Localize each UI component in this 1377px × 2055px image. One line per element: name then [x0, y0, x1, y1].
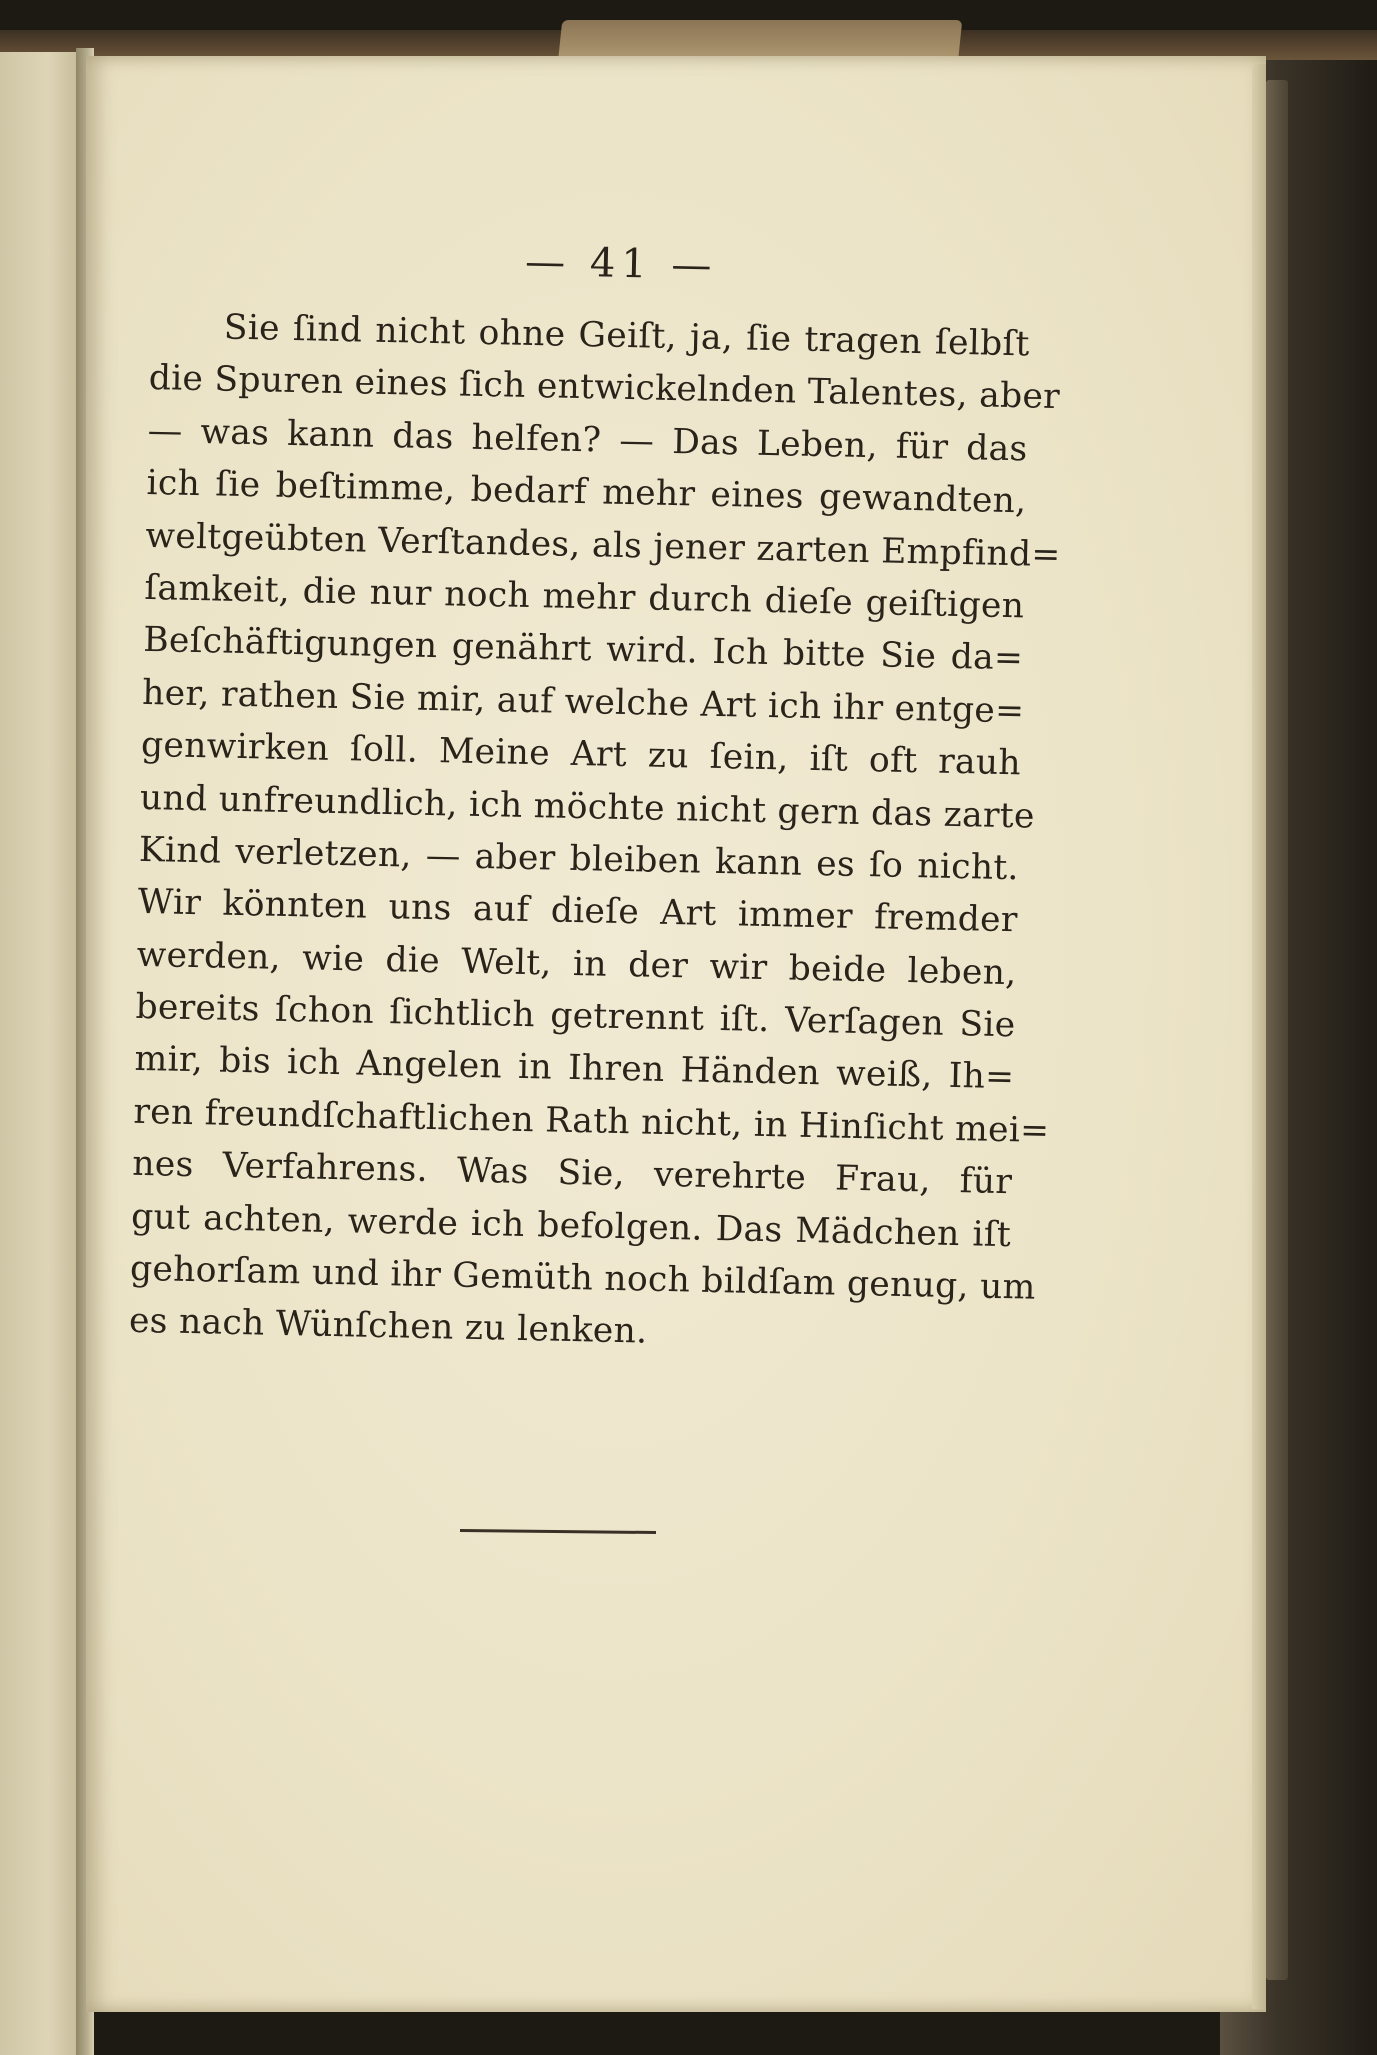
text-line: mir, bis ich Angelen in Ihren Händen weiß, Ih= — [134, 1039, 1015, 1098]
text-line: bereits ſchon ſichtlich getrennt iſt. Verſagen Sie — [135, 986, 1016, 1046]
text-line: weltgeübten Verſtandes, als jener zarten Empfind= — [145, 515, 1061, 575]
text-line: ſamkeit, die nur noch mehr durch dieſe geiſtigen — [144, 567, 1025, 627]
book-cover-edge — [1266, 80, 1288, 1980]
text-line: Sie ſind nicht ohne Geiſt, ja, ſie tragen ſelbſt — [223, 307, 1031, 365]
page-text-block — [128, 226, 1061, 1366]
text-line: her, rathen Sie mir, auf welche Art ich ihr entge= — [141, 672, 1025, 732]
text-line: Wir könnten uns auf dieſe Art immer fremder — [137, 882, 1019, 941]
page-stack-edge — [1252, 64, 1266, 2009]
text-line: ich ſie beſtimme, bedarf mehr eines gewandten, — [146, 463, 1027, 522]
text-line: und unfreundlich, ich möchte nicht gern das zarte — [139, 777, 1036, 837]
text-line: die Spuren eines ſich entwickelnden Talentes, aber — [148, 358, 1061, 418]
text-line: gut achten, werde ich befolgen. Das Mädchen iſt — [130, 1196, 1012, 1255]
facing-page-edge — [0, 52, 88, 2055]
text-line: nes Verfahrens. Was Sie, verehrte Frau, für — [131, 1144, 1013, 1203]
text-line: ren freundſchaftlichen Rath nicht, in Hinſicht mei= — [133, 1091, 1050, 1151]
text-line: es nach Wünſchen zu lenken. — [128, 1301, 648, 1353]
text-line: Beſchäftigungen genährt wird. Ich bitte Sie da= — [142, 620, 1024, 679]
text-line: Kind verletzen, — aber bleiben kann es ſo nicht. — [138, 829, 1020, 889]
text-line: gehorſam und ihr Gemüth noch bildſam genug, um — [129, 1248, 1037, 1308]
text-line: genwirken ſoll. Meine Art zu ſein, iſt oft rauh — [140, 725, 1022, 784]
text-line: — was kann das helfen? — Das Leben, für das — [147, 410, 1028, 470]
text-line: werden, wie die Welt, in der wir beide leben, — [136, 934, 1017, 993]
page-number: — 41 — — [524, 238, 718, 289]
